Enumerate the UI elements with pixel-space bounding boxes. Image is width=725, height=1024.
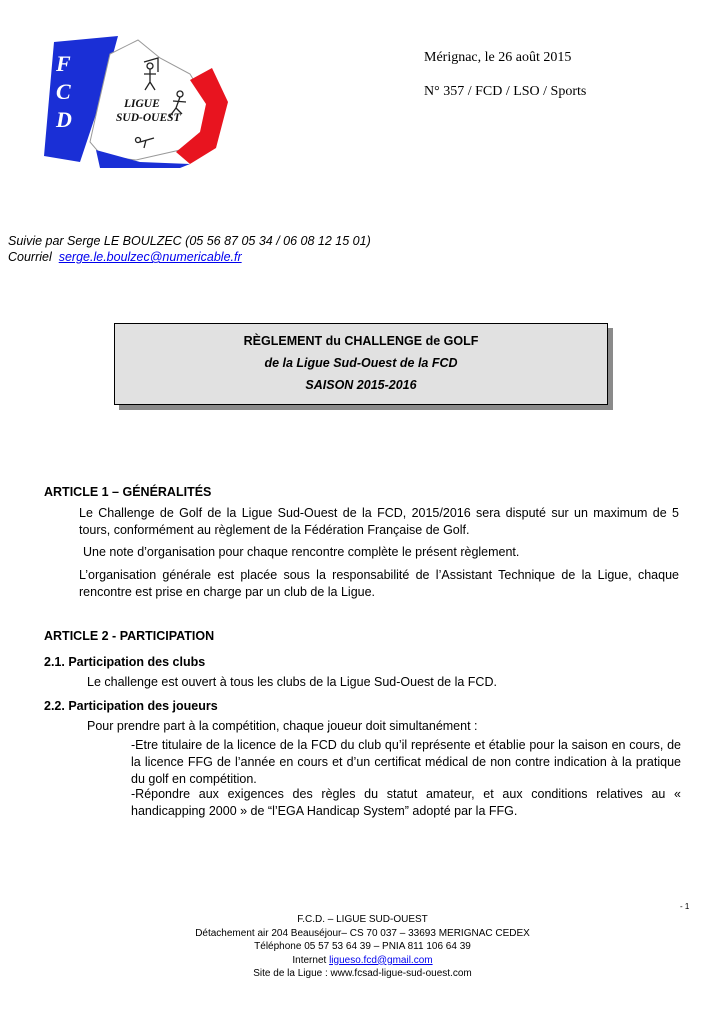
logo-text-ligue: LIGUE [124, 98, 160, 110]
fcd-logo [40, 32, 240, 172]
footer [0, 913, 725, 981]
title-box [114, 323, 608, 405]
article-2-1-heading: 2.1. Participation des clubs [44, 655, 206, 669]
footer-org: F.C.D. – LIGUE SUD-OUEST [297, 914, 428, 925]
logo-letter-d: D [56, 107, 72, 132]
logo-letter-c: C [56, 79, 71, 104]
article-2-heading: ARTICLE 2 - PARTICIPATION [44, 629, 215, 643]
article-1-heading: ARTICLE 1 – GÉNÉRALITÉS [44, 485, 212, 499]
footer-email-link[interactable]: ligueso.fcd@gmail.com [329, 954, 433, 966]
footer-internet [0, 954, 725, 968]
article-1-para-2: Une note d’organisation pour chaque rencontre complète le présent règlement. [83, 545, 520, 559]
article-2-2-item-2: -Répondre aux exigences des règles du statut amateur, et aux conditions relatives au « handicapping 2000 » de “l’EGA Handicap System” adopté par la FFG. [131, 787, 681, 818]
logo-letter-f: F [56, 51, 71, 76]
footer-internet-label: Internet [292, 954, 327, 966]
footer-phone: Téléphone 05 57 53 64 39 – PNIA 811 106 64 39 [254, 941, 471, 952]
article-2-2-heading: 2.2. Participation des joueurs [44, 699, 218, 713]
email-line [8, 249, 371, 265]
contact-line: Suivie par Serge LE BOULZEC (05 56 87 05 34 / 06 08 12 15 01) [8, 234, 371, 248]
logo-text-sud-ouest: SUD-OUEST [116, 112, 181, 124]
email-label: Courriel [8, 250, 52, 264]
title-line-3: SAISON 2015-2016 [305, 378, 417, 392]
article-1-para-3: L’organisation générale est placée sous la responsabilité de l’Assistant Technique de la Ligue, chaque rencontre est prise en charge par un club de la Ligue. [79, 568, 679, 599]
page-number: - 1 [680, 902, 690, 911]
logo-letters [56, 50, 72, 134]
footer-address: Détachement air 204 Beauséjour– CS 70 037 – 33693 MERIGNAC CEDEX [195, 927, 530, 939]
article-2-2-intro: Pour prendre part à la compétition, chaque joueur doit simultanément : [87, 719, 478, 733]
article-1-para-1: Le Challenge de Golf de la Ligue Sud-Ouest de la FCD, 2015/2016 sera disputé sur un maximum de 5 tours, conformément au règlement de la Fédération Française de Golf. [79, 506, 679, 537]
letter-reference: N° 357 / FCD / LSO / Sports [424, 84, 587, 99]
article-2-1-text: Le challenge est ouvert à tous les clubs de la Ligue Sud-Ouest de la FCD. [87, 675, 497, 689]
contact-email-link[interactable]: serge.le.boulzec@numericable.fr [58, 250, 242, 264]
footer-website: Site de la Ligue : www.fcsad-ligue-sud-ouest.com [253, 968, 472, 979]
title-line-1: RÈGLEMENT du CHALLENGE de GOLF [243, 334, 479, 348]
contact-block [8, 233, 371, 265]
article-2-2-item-1: -Etre titulaire de la licence de la FCD du club qu’il représente et établie pour la saison en cours, de la licence FFG de l’année en cours et d’un certificat médical de non contre indication à la pratique du golf en compétition. [131, 738, 681, 786]
title-line-2: de la Ligue Sud-Ouest de la FCD [264, 356, 458, 370]
letter-date: Mérignac, le 26 août 2015 [424, 50, 572, 65]
